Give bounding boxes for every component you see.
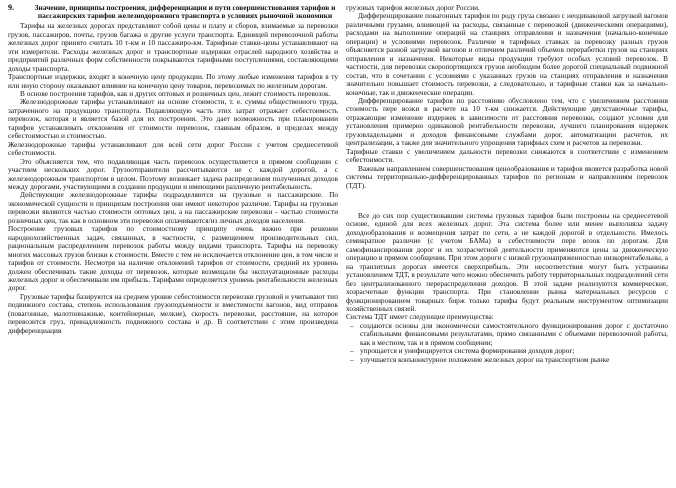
paragraph: Действующие железнодорожные тарифы подразделяются на грузовые и пассажирские. По экономической сущности и принципам построения они имеют некоторое различие. Тарифы на грузовые перевозки являются частью стоимости оптовых цен, а на пассажирские перевозки - частью стоимости розничных цен, так как в основном эти перевозки оплачиваются/из личных доходов населения. bbox=[8, 190, 338, 225]
paragraph: Железнодорожные тарифы устанавливают для всей сети дорог России с учетом среднесетевой себестоимости. bbox=[8, 139, 338, 158]
paragraph: Железнодорожные тарифы устанавливают на основе стоимости, т. е. суммы общественного труда, затраченного на продукцию транспорта. Подавляющую часть этих затрат отражает себестоимость перевозок, которая и является базой для их построения. Это дает возможность при планировании тарифов устанавливать отклонения от стоимости перевозок, главным образом, в пределах между себестоимостью и стоимостью. bbox=[8, 97, 338, 141]
paragraph: Дифференцирование тарифов по расстоянию обусловлено тем, что с увеличением расстояния стоимость пере возки в расчете на 10 т-км снижается. Действующие двухставочные тарифы, отражающие изменение издержек в зависимости от расстояния перевозки, создают условия для установления примерно одинаковой рентабельности перевозки, лучшего планирования издержек грузовладельцами и доходов финансовыми службами дорог, автоматизации расчетов, их централизации, а также для значительного упрощения тарифных схем и расчетов за перевозки. bbox=[346, 95, 668, 148]
paragraph: Дифференцирование повагонных тарифов по роду груза связано с неодинаковой загрузкой вагонов различными грузами, влияющей на расходы, связанные с перевозкой (движенческими операциями), расходами на выполнение операций на станциях отправления и назначения (начально-конечные операции) и условиями перевозок. Различие в тарифных ставках за перевозку разных грузов объясняется разной загрузкой вагонов и отличием различий объемов переработки грузов на станциях отправления и назначения. Некоторые виды продукции требуют особых условий перевозок. В частности, для перевозки скоропортящихся грузов необходим более дорогой специальный подвижной состав, что в сочетании с условиями с указанных грузов на станциях отправления и назначения значительно повышает стоимость перевозки, а следовательно, и тарифные ставки как за начально-конечные, так и движенческие операции. bbox=[346, 11, 668, 97]
paragraph: Важным направлением совершенствования ценообразования и тарифов является разработка новой системы территориально-дифференцированных тарифов по регионам и направлениям перевозок (ТДТ). bbox=[346, 163, 668, 190]
bullet-item: – упрощается и унифицируется система формирования доходов дорог; bbox=[346, 347, 668, 355]
left-column bbox=[8, 4, 338, 335]
paragraph: Грузовые тарифы базируются на среднем уровне себестоимости перевозки грузовой и учитывают тип подвижного состава, степень использования грузоподъемности и вместимости вагонов, вид отправок (повагонные, малотоннажные, контейнерные, мелкие), скорость перевозки, расстояние, на которое перевозится груз, принадлежность подвижного состава и др. В соответствии с этим произведена дифференциация bbox=[8, 291, 338, 335]
paragraph: В основе построения тарифов, как и других оптовых и розничных цен, лежит стоимость перевозок. bbox=[20, 89, 331, 99]
bullet-item: – улучшается конъюнктурное положение железных дорог на транспортном рынке bbox=[346, 356, 668, 364]
section-number: 9. bbox=[8, 3, 14, 12]
paragraph: Все до сих пор существовавшие системы грузовых тарифов были построены на среднесетевой основе, единой для всех железных дорог. Эта система более или менее выполняла задачу доходообразования и возмещения затрат по сети, а не каждой дорогой в отдельности. Имелось семикратное различие (с учетом БАМа) в себестоимости пере возок по дорогам. Для самофинансирования дорог и их хозрасчетной деятельности применяются цены за движенческую операцию в прямом сообщении. При этом дороги с низкой грузонапряженностью низкорентабельны, а на транзитных дорогах имеется сверхприбыль. Эти несоответствия могут быть устранены установлением ТДТ, в результате чего можно обеспечить работу территориальных подразделений сети без централизованного перераспределения доходов. В этой задаче реализуются коммерческие, хозрасчетные функции транспорта. При становлении рынка материальных ресурсов с функционированием товарных бирж только тарифы будут реальным инструментом оптимизации хозяйственных связей. bbox=[346, 210, 668, 313]
spacer bbox=[346, 190, 668, 212]
paragraph: Построение грузовых тарифов по стоимостному принципу очень важно при решении народнохозяйственных задач, связанных, в частности, с размещением производительных сил, рациональным распределением перевозок работы между видами транспорта. Тарифы на перевозку многих массовых грузов близки к стоимости. Вместе с тем не исключается отклонение цен, в том числе и тарифов от стоимости. Несмотря на наличие отклонений тарифов от стоимости, средний их уровень должен обеспечивать такие доходы от перевозок, которые возмещали бы эксплуатационные расходы железных дорог и обеспечивали им прибыль. Тарифами определяется уровень рентабельности железных дорог. bbox=[8, 224, 338, 293]
paragraph: Тарифные ставки с увеличением дальности перевозки снижаются в соответствии с изменением себестоимости. bbox=[346, 146, 668, 165]
bullet-item: – создаются основы для экономически самостоятельного функционирования дорог с достаточно стабильными финансовыми результатами, прямо связанными с объемами перевозочной работы, как в местном, так и в прямом сообщении; bbox=[346, 322, 668, 347]
paragraph: Транспортные издержки, входят в конечную цену продукции. По этому любые изменения тарифов в ту или иную сторону оказывают влияние на конечную цену товаров, перевозимых по железным дорогам. bbox=[8, 72, 338, 90]
right-column bbox=[346, 4, 668, 364]
paragraph: грузовых тарифов железных дорог России. bbox=[346, 3, 480, 12]
paragraph: Это объясняется тем, что подавляющая часть перевозок осуществляется в прямом сообщении с участием нескольких дорог. Грузоотправители рассчитываются не с каждой дорогой, а с железнодорожным транспортом в целом. Поэтому возникает задача распределения полученных доходов между дорогами, участвующими в создании продукции и имеющими различную рентабельность. bbox=[8, 156, 338, 192]
paragraph: Система ТДТ имеет следующие преимущества: bbox=[346, 312, 494, 322]
section-title: Значение, принципы построения, дифференциации и пути совершенствования тарифов и пассажирских тарифов железнодорожного транспорта в условиях рыночной экономики bbox=[34, 3, 336, 21]
paragraph: Тарифы на железных дорогах представляют собой цены и плату и сборов, взимаемые за перевозки грузов, пассажиров, почты, грузов багажа и другие услуги транспорта. Единицей перевозочной работы железных дорог принято считать 10 т-км и 10 пассажиро-км. Тарифные ставки-цены устанавливают на эти измерители. Расходы железных дорог и транспортные издержки отраслей народного хозяйства и предприятий различных форм собственности покрываются тарифными поступлениями, составляющими доходы транспорта. bbox=[8, 21, 338, 73]
